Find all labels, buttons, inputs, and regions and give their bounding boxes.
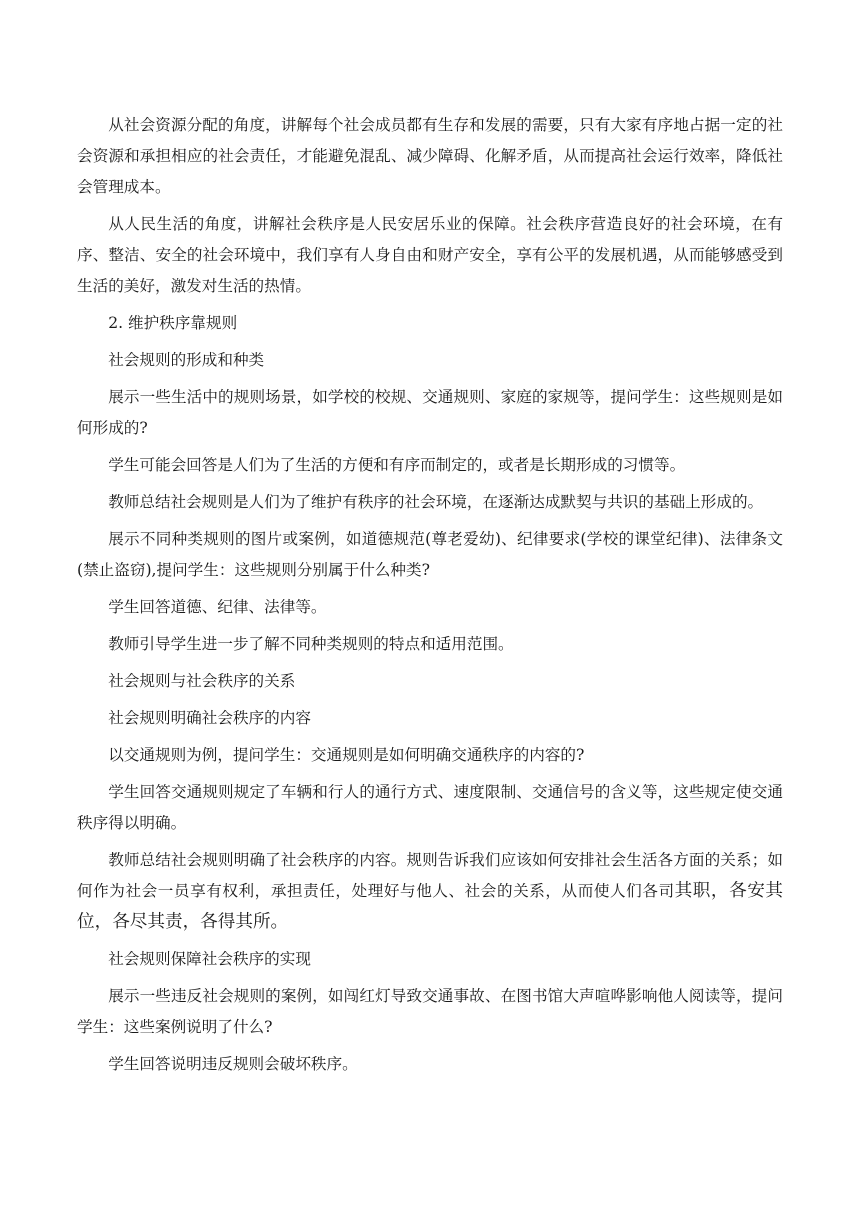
paragraph-student-answer-4: 学生回答说明违反规则会破坏秩序。 [108, 1055, 358, 1073]
paragraph-traffic-question: 以交通规则为例，提问学生：交通规则是如何明确交通秩序的内容的? [108, 746, 585, 764]
paragraph-teacher-guide: 教师引导学生进一步了解不同种类规则的特点和适用范围。 [108, 635, 514, 653]
subheading-rules-order-relation: 社会规则与社会秩序的关系 [108, 672, 296, 690]
paragraph-resource-allocation: 从社会资源分配的角度，讲解每个社会成员都有生存和发展的需要，只有大家有序地占据一定的社会资源和承担相应的社会责任，才能避免混乱、减少障碍、化解矛盾，从而提高社会运行效率，降低社会管理成本。 [77, 116, 783, 196]
paragraph-student-answer-1: 学生可能会回答是人们为了生活的方便和有序而制定的，或者是长期形成的习惯等。 [108, 456, 686, 474]
paragraph-teacher-summary-2-main: 教师总结社会规则明确了社会秩序的内容。规则告诉我们应该如何安排社会生活各方面的关系；如何作为社会一员享有权利，承担责任，处理好与他人、社会的关系，从而使人们各司 [77, 851, 783, 900]
paragraph-student-answer-3: 学生回答交通规则规定了车辆和行人的通行方式、速度限制、交通信号的含义等，这些规定使交通秩序得以明确。 [77, 783, 783, 832]
paragraph-rule-scenes: 展示一些生活中的规则场景，如学校的校规、交通规则、家庭的家规等，提问学生：这些规则是如何形成的? [77, 388, 783, 437]
subheading-rules-define-order: 社会规则明确社会秩序的内容 [108, 709, 311, 727]
paragraph-student-answer-2: 学生回答道德、纪律、法律等。 [108, 598, 327, 616]
paragraph-teacher-summary-1: 教师总结社会规则是人们为了维护有秩序的社会环境，在逐渐达成默契与共识的基础上形成的。 [108, 493, 764, 511]
subheading-rule-formation: 社会规则的形成和种类 [108, 351, 265, 369]
paragraph-people-life: 从人民生活的角度，讲解社会秩序是人民安居乐业的保障。社会秩序营造良好的社会环境，在有序、整洁、安全的社会环境中，我们享有人身自由和财产安全，享有公平的发展机遇，从而能够感受到生活的美好，激发对生活的热情。 [77, 215, 783, 295]
subheading-rules-ensure-order: 社会规则保障社会秩序的实现 [108, 950, 311, 968]
paragraph-teacher-summary-2-tail: 其职，各安其位，各尽其责，各得其所。 [77, 881, 783, 932]
document-body [77, 110, 783, 1086]
paragraph-teacher-summary-2 [77, 845, 783, 938]
paragraph-rule-types: 展示不同种类规则的图片或案例，如道德规范(尊老爱幼)、纪律要求(学校的课堂纪律)、法律条文(禁止盗窃),提问学生：这些规则分别属于什么种类? [77, 530, 783, 579]
paragraph-violation-cases: 展示一些违反社会规则的案例，如闯红灯导致交通事故、在图书馆大声喧哗影响他人阅读等，提问学生：这些案例说明了什么? [77, 987, 783, 1036]
section-heading-rules: 2. 维护秩序靠规则 [108, 314, 238, 332]
